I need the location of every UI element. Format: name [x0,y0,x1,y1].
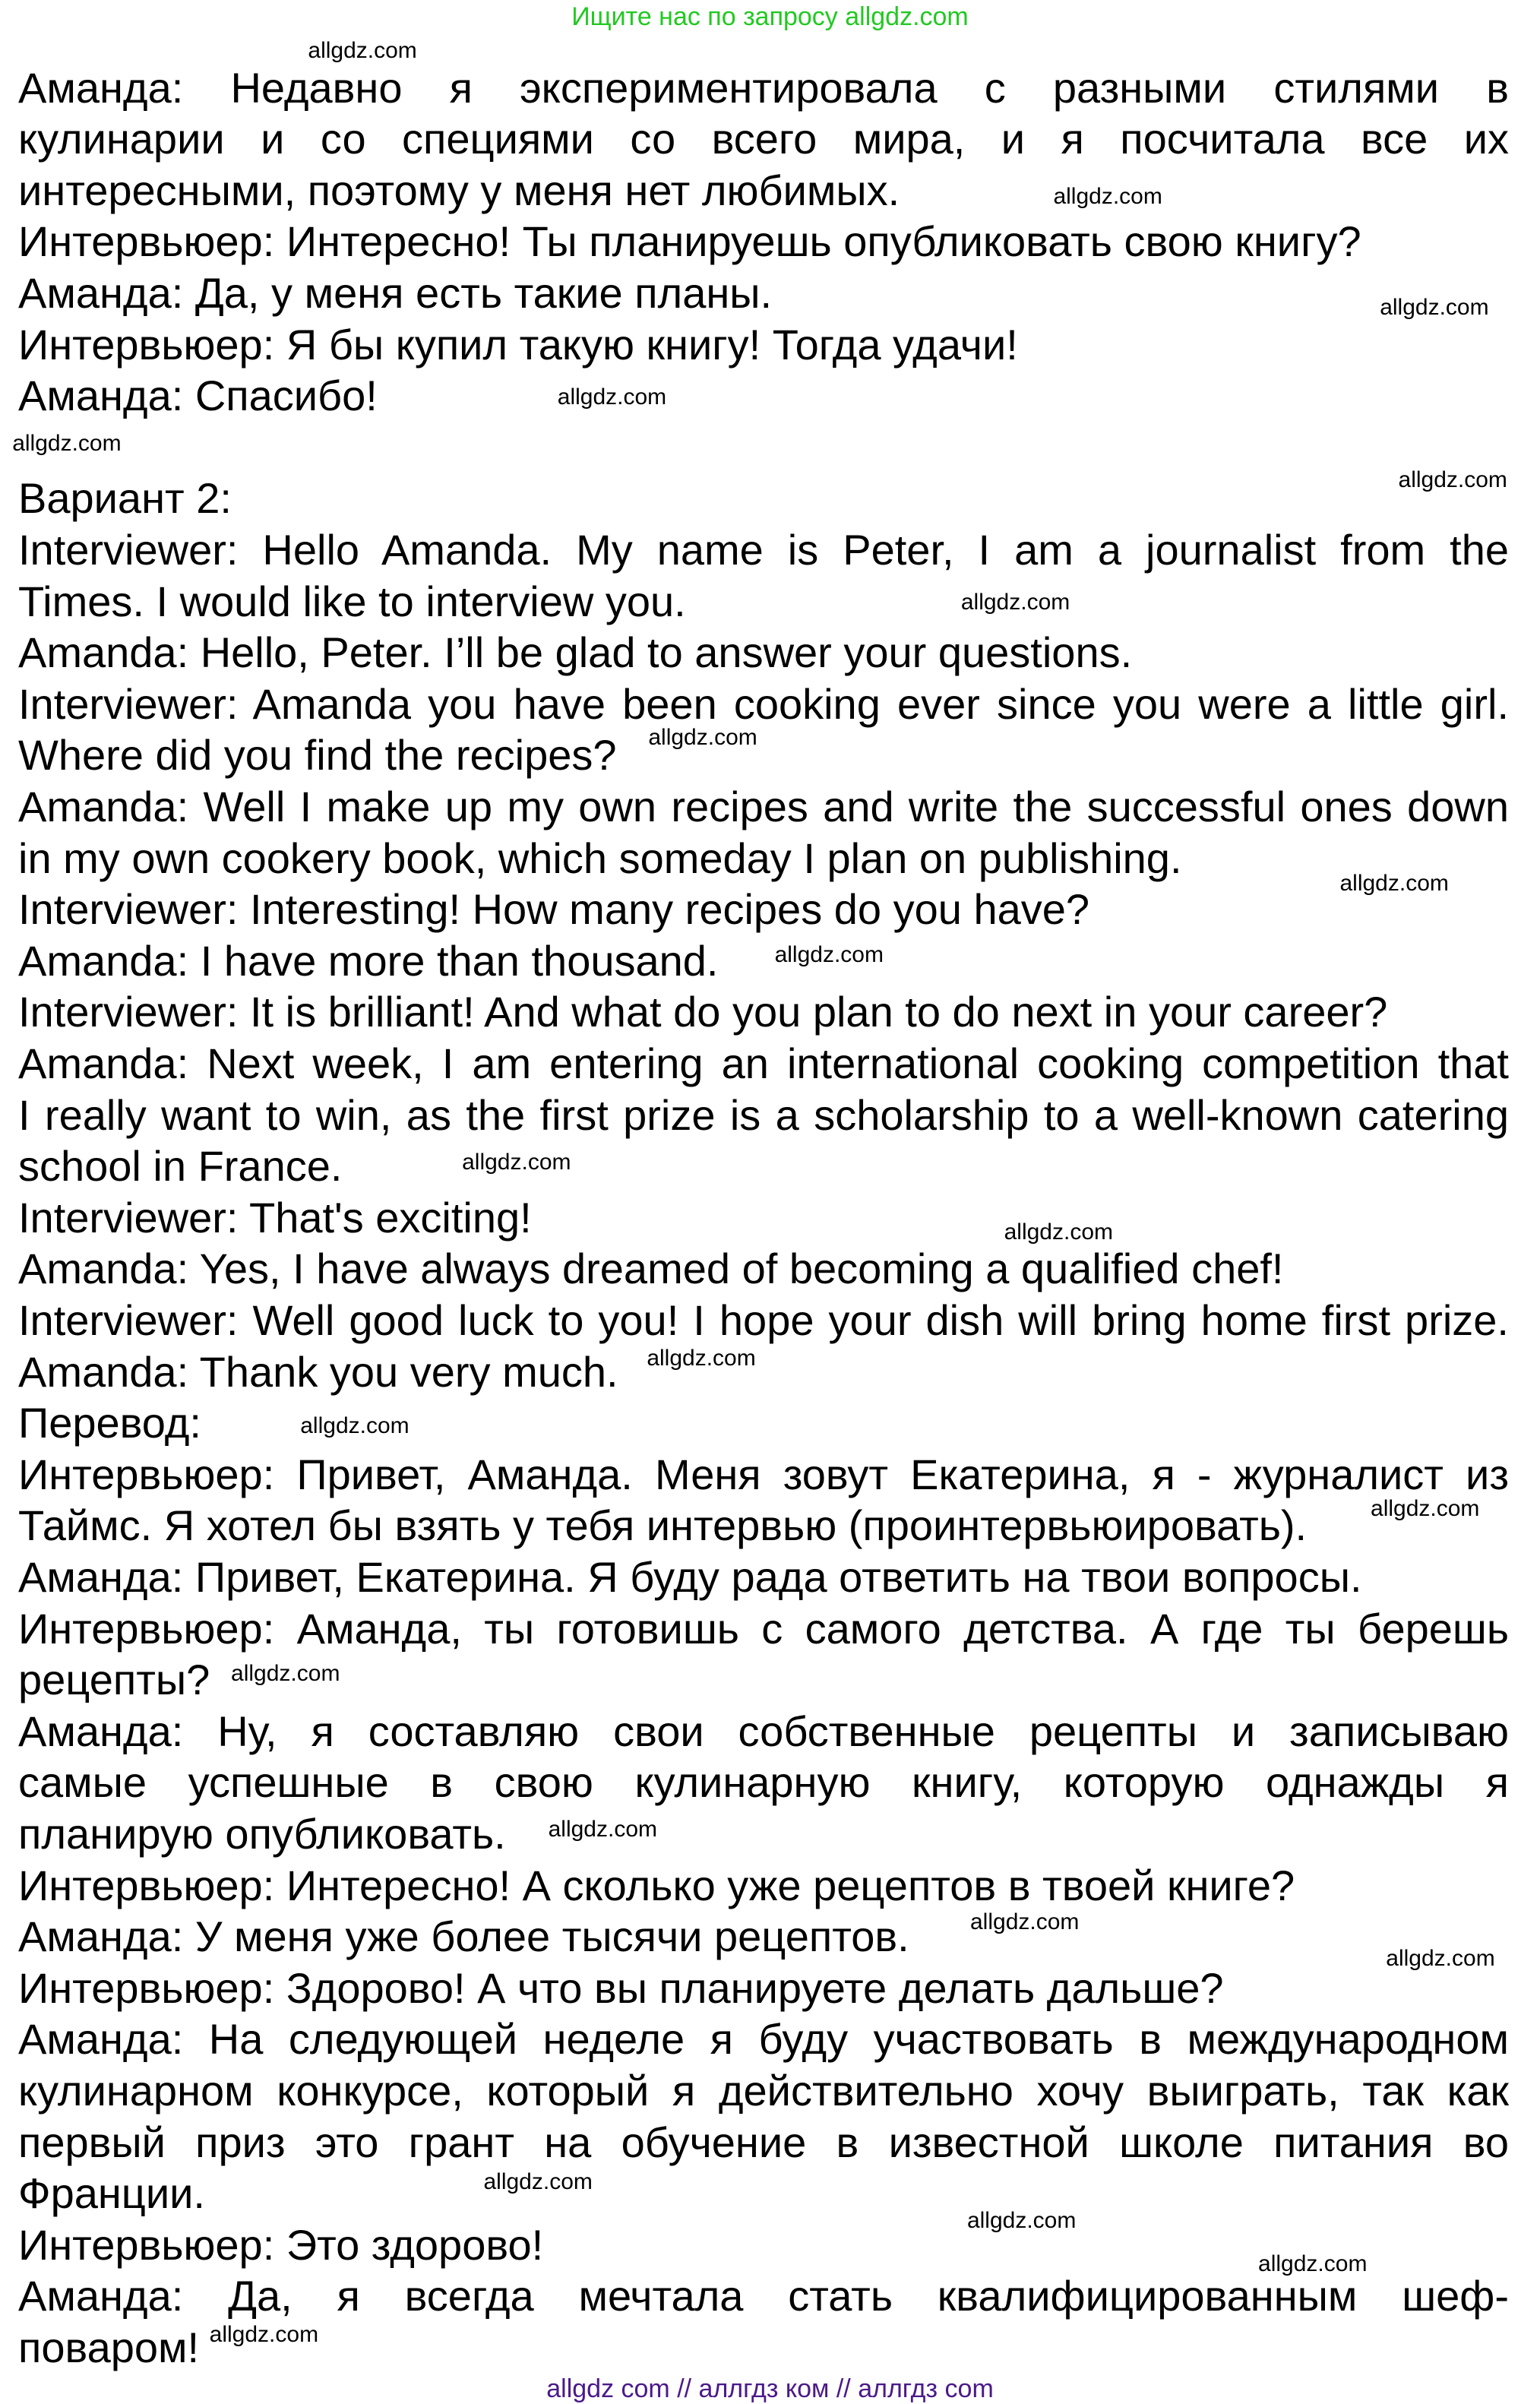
text-line: Интервьюер: Интересно! Ты планируешь опубликовать свою книгу? [18,217,1361,266]
watermark-text: allgdz.com [1339,871,1449,897]
watermark-text: allgdz.com [1258,2251,1368,2276]
text-line: Франции. [18,2169,205,2218]
text-line: Вариант 2: [18,474,232,523]
text-line: Аманда: Да, я всегда мечтала стать квалифицированным шеф- [18,2272,1509,2320]
watermark-text: allgdz.com [483,2169,593,2195]
text-line: рецепты? [18,1656,210,1704]
watermark-text: allgdz.com [308,37,417,63]
watermark-text: allgdz.com [300,1413,410,1438]
text-line: первый приз это грант на обучение в известной школе питания во [18,2118,1509,2166]
text-line: Интервьюер: Привет, Аманда. Меня зовут Екатерина, я - журналист из [18,1450,1509,1498]
text-line: school in France. [18,1142,343,1191]
watermark-text: allgdz.com [774,941,884,967]
watermark-text: allgdz.com [1386,1946,1495,1972]
text-line: Where did you find the recipes? [18,731,617,780]
text-line: Аманда: У меня уже более тысячи рецептов. [18,1912,909,1961]
search-banner: Ищите нас по запросу allgdz.com [571,2,969,31]
text-line: Аманда: На следующей неделе я буду участвовать в международном [18,2015,1509,2064]
text-line: интересными, поэтому у меня нет любимых. [18,166,900,214]
text-line: Интервьюер: Я бы купил такую книгу! Тогда удачи! [18,320,1018,369]
text-line: Times. I would like to interview you. [18,577,686,625]
watermark-text: allgdz.com [647,1345,756,1371]
text-line: Аманда: Спасибо! [18,372,378,420]
text-line: Интервьюер: Аманда, ты готовишь с самого детства. А где ты берешь [18,1604,1509,1653]
watermark-text: allgdz.com [462,1150,571,1175]
watermark-text: allgdz.com [1380,295,1489,321]
text-line: Amanda: Yes, I have always dreamed of becoming a qualified chef! [18,1245,1284,1293]
footer-banner: allgdz com // аллгдз ком // аллгдз com [546,2374,994,2403]
text-line: планирую опубликовать. [18,1809,506,1858]
text-line: Таймс. Я хотел бы взять у тебя интервью (проинтервьюировать). [18,1501,1308,1550]
text-line: Interviewer: It is brilliant! And what do you plan to do next in your career? [18,988,1388,1036]
text-line: кулинарии и со специями со всего мира, и я посчитала все их [18,115,1509,163]
text-line: Интервьюер: Здорово! А что вы планируете делать дальше? [18,1963,1224,2012]
watermark-text: allgdz.com [557,384,667,410]
watermark-text: allgdz.com [970,1909,1080,1934]
text-line: Аманда: Ну, я составляю свои собственные рецепты и записываю [18,1707,1509,1755]
text-line: кулинарном конкурсе, который я действительно хочу выиграть, так как [18,2066,1509,2115]
watermark-text: allgdz.com [548,1817,658,1843]
text-line: поваром! [18,2323,200,2371]
watermark-text: allgdz.com [960,589,1070,615]
watermark-text: allgdz.com [1398,467,1507,493]
watermark-text: allgdz.com [12,430,122,456]
text-line: Аманда: Привет, Екатерина. Я буду рада ответить на твои вопросы. [18,1552,1362,1601]
text-line: Interviewer: Interesting! How many recipes do you have? [18,885,1090,934]
watermark-text: allgdz.com [1004,1219,1113,1245]
text-line: Interviewer: That's exciting! [18,1193,532,1242]
text-line: Interviewer: Hello Amanda. My name is Peter, I am a journalist from the [18,525,1509,574]
text-line: Amanda: Hello, Peter. I’ll be glad to answer your questions. [18,628,1133,677]
text-line: Интервьюер: Это здорово! [18,2220,544,2269]
text-line: Аманда: Да, у меня есть такие планы. [18,268,773,317]
text-line: Amanda: I have more than thousand. [18,936,719,985]
text-line: Interviewer: Well good luck to you! I hope your dish will bring home first prize. [18,1295,1509,1344]
watermark-text: allgdz.com [648,724,757,750]
text-line: Amanda: Thank you very much. [18,1347,618,1396]
text-line: Amanda: Well I make up my own recipes and write the successful ones down [18,782,1509,830]
watermark-text: allgdz.com [1371,1496,1480,1522]
text-line: I really want to win, as the first prize is a scholarship to a well-known catering [18,1090,1509,1139]
watermark-text: allgdz.com [966,2207,1077,2233]
text-line: самые успешные в свою кулинарную книгу, которую однажды я [18,1758,1509,1807]
text-line: Перевод: [18,1399,201,1447]
watermark-text: allgdz.com [231,1661,340,1687]
text-line: in my own cookery book, which someday I plan on publishing. [18,833,1182,882]
watermark-text: allgdz.com [1053,184,1162,210]
watermark-text: allgdz.com [209,2321,319,2347]
text-line: Аманда: Недавно я экспериментировала с разными стилями в [18,63,1509,112]
text-line: Интервьюер: Интересно! А сколько уже рецептов в твоей книге? [18,1861,1295,1909]
text-line: Interviewer: Amanda you have been cooking ever since you were a little girl. [18,679,1509,728]
text-line: Amanda: Next week, I am entering an international cooking competition that [18,1039,1509,1087]
